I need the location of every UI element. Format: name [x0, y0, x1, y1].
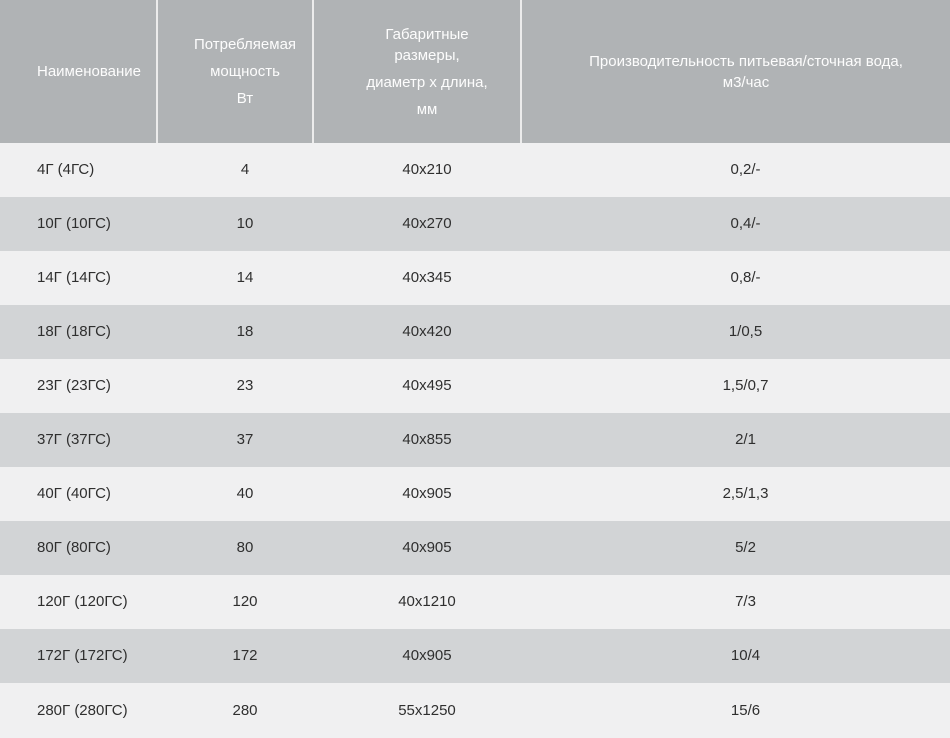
- header-paragraph: [334, 72, 520, 93]
- header-text-line: Габаритные: [385, 25, 469, 43]
- header-paragraph: [334, 24, 520, 66]
- cell-name: 80Г (80ГС): [0, 521, 157, 575]
- table-row: [0, 629, 950, 683]
- column-header-name: [0, 0, 157, 143]
- header-paragraph: [37, 61, 156, 82]
- cell-dimensions: 40x1210: [313, 575, 521, 629]
- cell-name: 280Г (280ГС): [0, 683, 157, 738]
- cell-name: 10Г (10ГС): [0, 197, 157, 251]
- cell-name: 120Г (120ГС): [0, 575, 157, 629]
- cell-power: 18: [157, 305, 313, 359]
- cell-power: 10: [157, 197, 313, 251]
- cell-capacity: 7/3: [521, 575, 950, 629]
- header-text-line: Вт: [236, 90, 254, 107]
- header-paragraph: [178, 88, 312, 109]
- table-row: [0, 305, 950, 359]
- cell-name: 4Г (4ГС): [0, 143, 157, 197]
- header-row: [0, 0, 950, 143]
- header-text-line: мощность: [210, 63, 280, 80]
- cell-dimensions: 40x495: [313, 359, 521, 413]
- cell-dimensions: 40x855: [313, 413, 521, 467]
- cell-capacity: 2,5/1,3: [521, 467, 950, 521]
- cell-capacity: 0,2/-: [521, 143, 950, 197]
- cell-capacity: 0,8/-: [521, 251, 950, 305]
- table-row: [0, 197, 950, 251]
- cell-dimensions: 40x420: [313, 305, 521, 359]
- cell-name: 14Г (14ГС): [0, 251, 157, 305]
- header-paragraph: [178, 61, 312, 82]
- header-text-line: Производительность питьевая/сточная вода,: [589, 52, 903, 70]
- cell-dimensions: 55x1250: [313, 683, 521, 738]
- header-paragraph: [560, 51, 932, 93]
- header-paragraph: [334, 99, 520, 120]
- header-text-line: Потребляемая: [193, 36, 297, 53]
- cell-power: 172: [157, 629, 313, 683]
- table-body: [0, 143, 950, 738]
- column-header-dimensions: [313, 0, 521, 143]
- cell-power: 37: [157, 413, 313, 467]
- column-header-power: [157, 0, 313, 143]
- header-text-line: м3/час: [722, 73, 770, 91]
- cell-dimensions: 40x905: [313, 521, 521, 575]
- table-row: [0, 521, 950, 575]
- cell-capacity: 10/4: [521, 629, 950, 683]
- cell-dimensions: 40x270: [313, 197, 521, 251]
- cell-capacity: 1/0,5: [521, 305, 950, 359]
- cell-name: 172Г (172ГС): [0, 629, 157, 683]
- table-row: [0, 575, 950, 629]
- cell-dimensions: 40x905: [313, 467, 521, 521]
- table-row: [0, 413, 950, 467]
- cell-power: 120: [157, 575, 313, 629]
- cell-power: 14: [157, 251, 313, 305]
- table-row: [0, 683, 950, 738]
- cell-name: 23Г (23ГС): [0, 359, 157, 413]
- cell-dimensions: 40x210: [313, 143, 521, 197]
- cell-capacity: 15/6: [521, 683, 950, 738]
- header-text-line: размеры,: [394, 46, 460, 64]
- cell-capacity: 1,5/0,7: [521, 359, 950, 413]
- table-header: [0, 0, 950, 143]
- cell-capacity: 5/2: [521, 521, 950, 575]
- cell-power: 23: [157, 359, 313, 413]
- table-row: [0, 251, 950, 305]
- cell-power: 80: [157, 521, 313, 575]
- table-row: [0, 467, 950, 521]
- cell-power: 280: [157, 683, 313, 738]
- cell-dimensions: 40x345: [313, 251, 521, 305]
- column-header-capacity: [521, 0, 950, 143]
- cell-capacity: 2/1: [521, 413, 950, 467]
- cell-power: 4: [157, 143, 313, 197]
- header-paragraph: [178, 34, 312, 55]
- header-text-line: диаметр x длина,: [366, 73, 488, 91]
- cell-name: 40Г (40ГС): [0, 467, 157, 521]
- table-row: [0, 143, 950, 197]
- cell-capacity: 0,4/-: [521, 197, 950, 251]
- header-text-line: Наименование: [37, 63, 141, 80]
- cell-name: 37Г (37ГС): [0, 413, 157, 467]
- cell-power: 40: [157, 467, 313, 521]
- table-row: [0, 359, 950, 413]
- header-text-line: мм: [416, 100, 438, 118]
- cell-dimensions: 40x905: [313, 629, 521, 683]
- cell-name: 18Г (18ГС): [0, 305, 157, 359]
